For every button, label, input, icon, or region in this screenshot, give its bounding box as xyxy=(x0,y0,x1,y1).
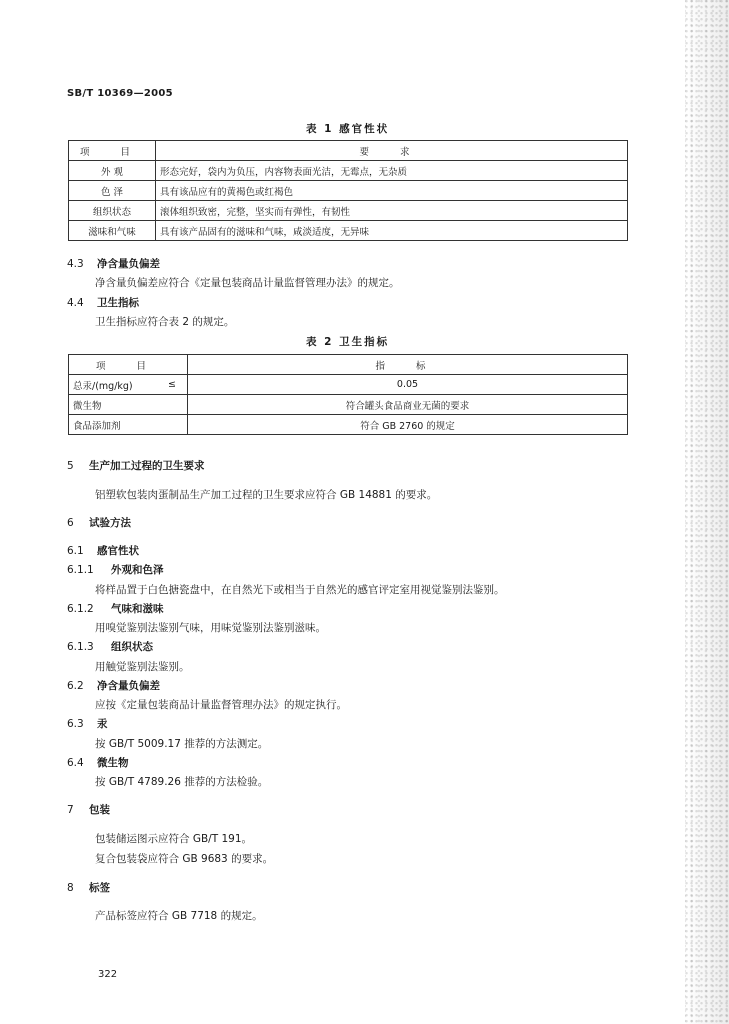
section-title: 感官性状 xyxy=(97,545,139,557)
section-number: 4.4 xyxy=(67,297,84,309)
table2-cell: 符合 GB 2760 的规定 xyxy=(188,415,628,435)
section-number: 5 xyxy=(67,460,74,472)
section-8-text: 产品标签应符合 GB 7718 的规定。 xyxy=(95,910,263,922)
table-row xyxy=(69,221,628,241)
table1-header-row xyxy=(69,141,628,161)
section-6-1-2-text: 用嗅觉鉴别法鉴别气味，用味觉鉴别法鉴别滋味。 xyxy=(95,622,326,634)
section-number: 6.1.2 xyxy=(67,603,94,615)
section-4-4-heading xyxy=(67,295,139,310)
section-number: 6.1.3 xyxy=(67,641,94,653)
table-row xyxy=(69,201,628,221)
section-4-4-text: 卫生指标应符合表 2 的规定。 xyxy=(95,316,235,328)
section-title: 外观和色泽 xyxy=(111,564,164,576)
section-5-text: 铝塑软包装肉蛋制品生产加工过程的卫生要求应符合 GB 14881 的要求。 xyxy=(95,489,438,501)
table2-cell: 符合罐头食品商业无菌的要求 xyxy=(188,395,628,415)
section-6-1-2-heading xyxy=(67,601,164,616)
table1-cell: 具有该产品固有的滋味和气味，咸淡适度，无异味 xyxy=(156,221,628,241)
section-title: 汞 xyxy=(97,718,108,730)
section-6-3-text: 按 GB/T 5009.17 推荐的方法测定。 xyxy=(95,738,269,750)
section-6-2-text: 应按《定量包装商品计量监督管理办法》的规定执行。 xyxy=(95,699,347,711)
section-title: 组织状态 xyxy=(111,641,153,653)
table1-cell: 组织状态 xyxy=(69,201,156,221)
section-number: 6.2 xyxy=(67,680,84,692)
table1-caption: 表 1 感官性状 xyxy=(306,123,390,135)
section-title: 标签 xyxy=(89,882,110,894)
table2-header-row xyxy=(69,355,628,375)
section-5-heading xyxy=(67,458,205,473)
section-4-3-heading xyxy=(67,256,160,271)
table-row xyxy=(69,415,628,435)
section-number: 6.1.1 xyxy=(67,564,94,576)
table2-cell: 食品添加剂 xyxy=(69,415,188,435)
section-title: 净含量负偏差 xyxy=(97,258,160,270)
section-6-1-heading xyxy=(67,543,139,558)
standard-code-header: SB/T 10369—2005 xyxy=(67,88,173,99)
section-number: 8 xyxy=(67,882,74,894)
table1-header-item: 项 目 xyxy=(69,141,156,161)
table2-header-item: 项 目 xyxy=(69,355,188,375)
section-title: 微生物 xyxy=(97,757,129,769)
section-title: 净含量负偏差 xyxy=(97,680,160,692)
scan-edge-noise xyxy=(685,0,729,1024)
table-row xyxy=(69,181,628,201)
section-4-3-text: 净含量负偏差应符合《定量包装商品计量监督管理办法》的规定。 xyxy=(95,277,400,289)
table1-cell: 外 观 xyxy=(69,161,156,181)
section-6-1-3-text: 用触觉鉴别法鉴别。 xyxy=(95,661,190,673)
section-title: 试验方法 xyxy=(89,517,131,529)
table-row xyxy=(69,161,628,181)
section-number: 7 xyxy=(67,804,74,816)
section-6-heading xyxy=(67,515,131,530)
table2-cell: 微生物 xyxy=(69,395,188,415)
table2-hygiene xyxy=(68,354,628,435)
section-6-4-text: 按 GB/T 4789.26 推荐的方法检验。 xyxy=(95,776,269,788)
section-number: 6.1 xyxy=(67,545,84,557)
section-6-2-heading xyxy=(67,678,160,693)
table2-cell: ≤ xyxy=(157,375,188,395)
section-6-1-1-text: 将样品置于白色搪瓷盘中，在自然光下或相当于自然光的感官评定室用视觉鉴别法鉴别。 xyxy=(95,584,505,596)
section-6-4-heading xyxy=(67,755,129,770)
table-row xyxy=(69,375,628,395)
section-number: 4.3 xyxy=(67,258,84,270)
section-7-heading xyxy=(67,802,110,817)
section-title: 气味和滋味 xyxy=(111,603,164,615)
section-6-1-1-heading xyxy=(67,562,164,577)
section-title: 生产加工过程的卫生要求 xyxy=(89,460,205,472)
table2-header-index: 指 标 xyxy=(188,355,628,375)
table2-cell: 0.05 xyxy=(188,375,628,395)
table1-cell: 滋味和气味 xyxy=(69,221,156,241)
section-6-3-heading xyxy=(67,716,108,731)
table1-cell: 色 泽 xyxy=(69,181,156,201)
section-number: 6.3 xyxy=(67,718,84,730)
section-number: 6.4 xyxy=(67,757,84,769)
table2-caption: 表 2 卫生指标 xyxy=(306,336,390,348)
section-7-line-2: 复合包装袋应符合 GB 9683 的要求。 xyxy=(95,853,274,865)
table1-cell: 形态完好，袋内为负压，内容物表面光洁，无霉点，无杂质 xyxy=(156,161,628,181)
table1-sensory xyxy=(68,140,628,241)
table1-cell: 具有该品应有的黄褐色或红褐色 xyxy=(156,181,628,201)
table1-cell: 滚体组织致密，完整，坚实而有弹性，有韧性 xyxy=(156,201,628,221)
table-row xyxy=(69,395,628,415)
table1-header-requirement: 要 求 xyxy=(156,141,628,161)
section-6-1-3-heading xyxy=(67,639,153,654)
section-8-heading xyxy=(67,880,110,895)
page-number: 322 xyxy=(98,969,118,980)
section-7-line-1: 包装储运图示应符合 GB/T 191。 xyxy=(95,833,253,845)
section-title: 包装 xyxy=(89,804,110,816)
section-number: 6 xyxy=(67,517,74,529)
table2-cell: 总汞/(mg/kg) xyxy=(69,375,158,395)
section-title: 卫生指标 xyxy=(97,297,139,309)
